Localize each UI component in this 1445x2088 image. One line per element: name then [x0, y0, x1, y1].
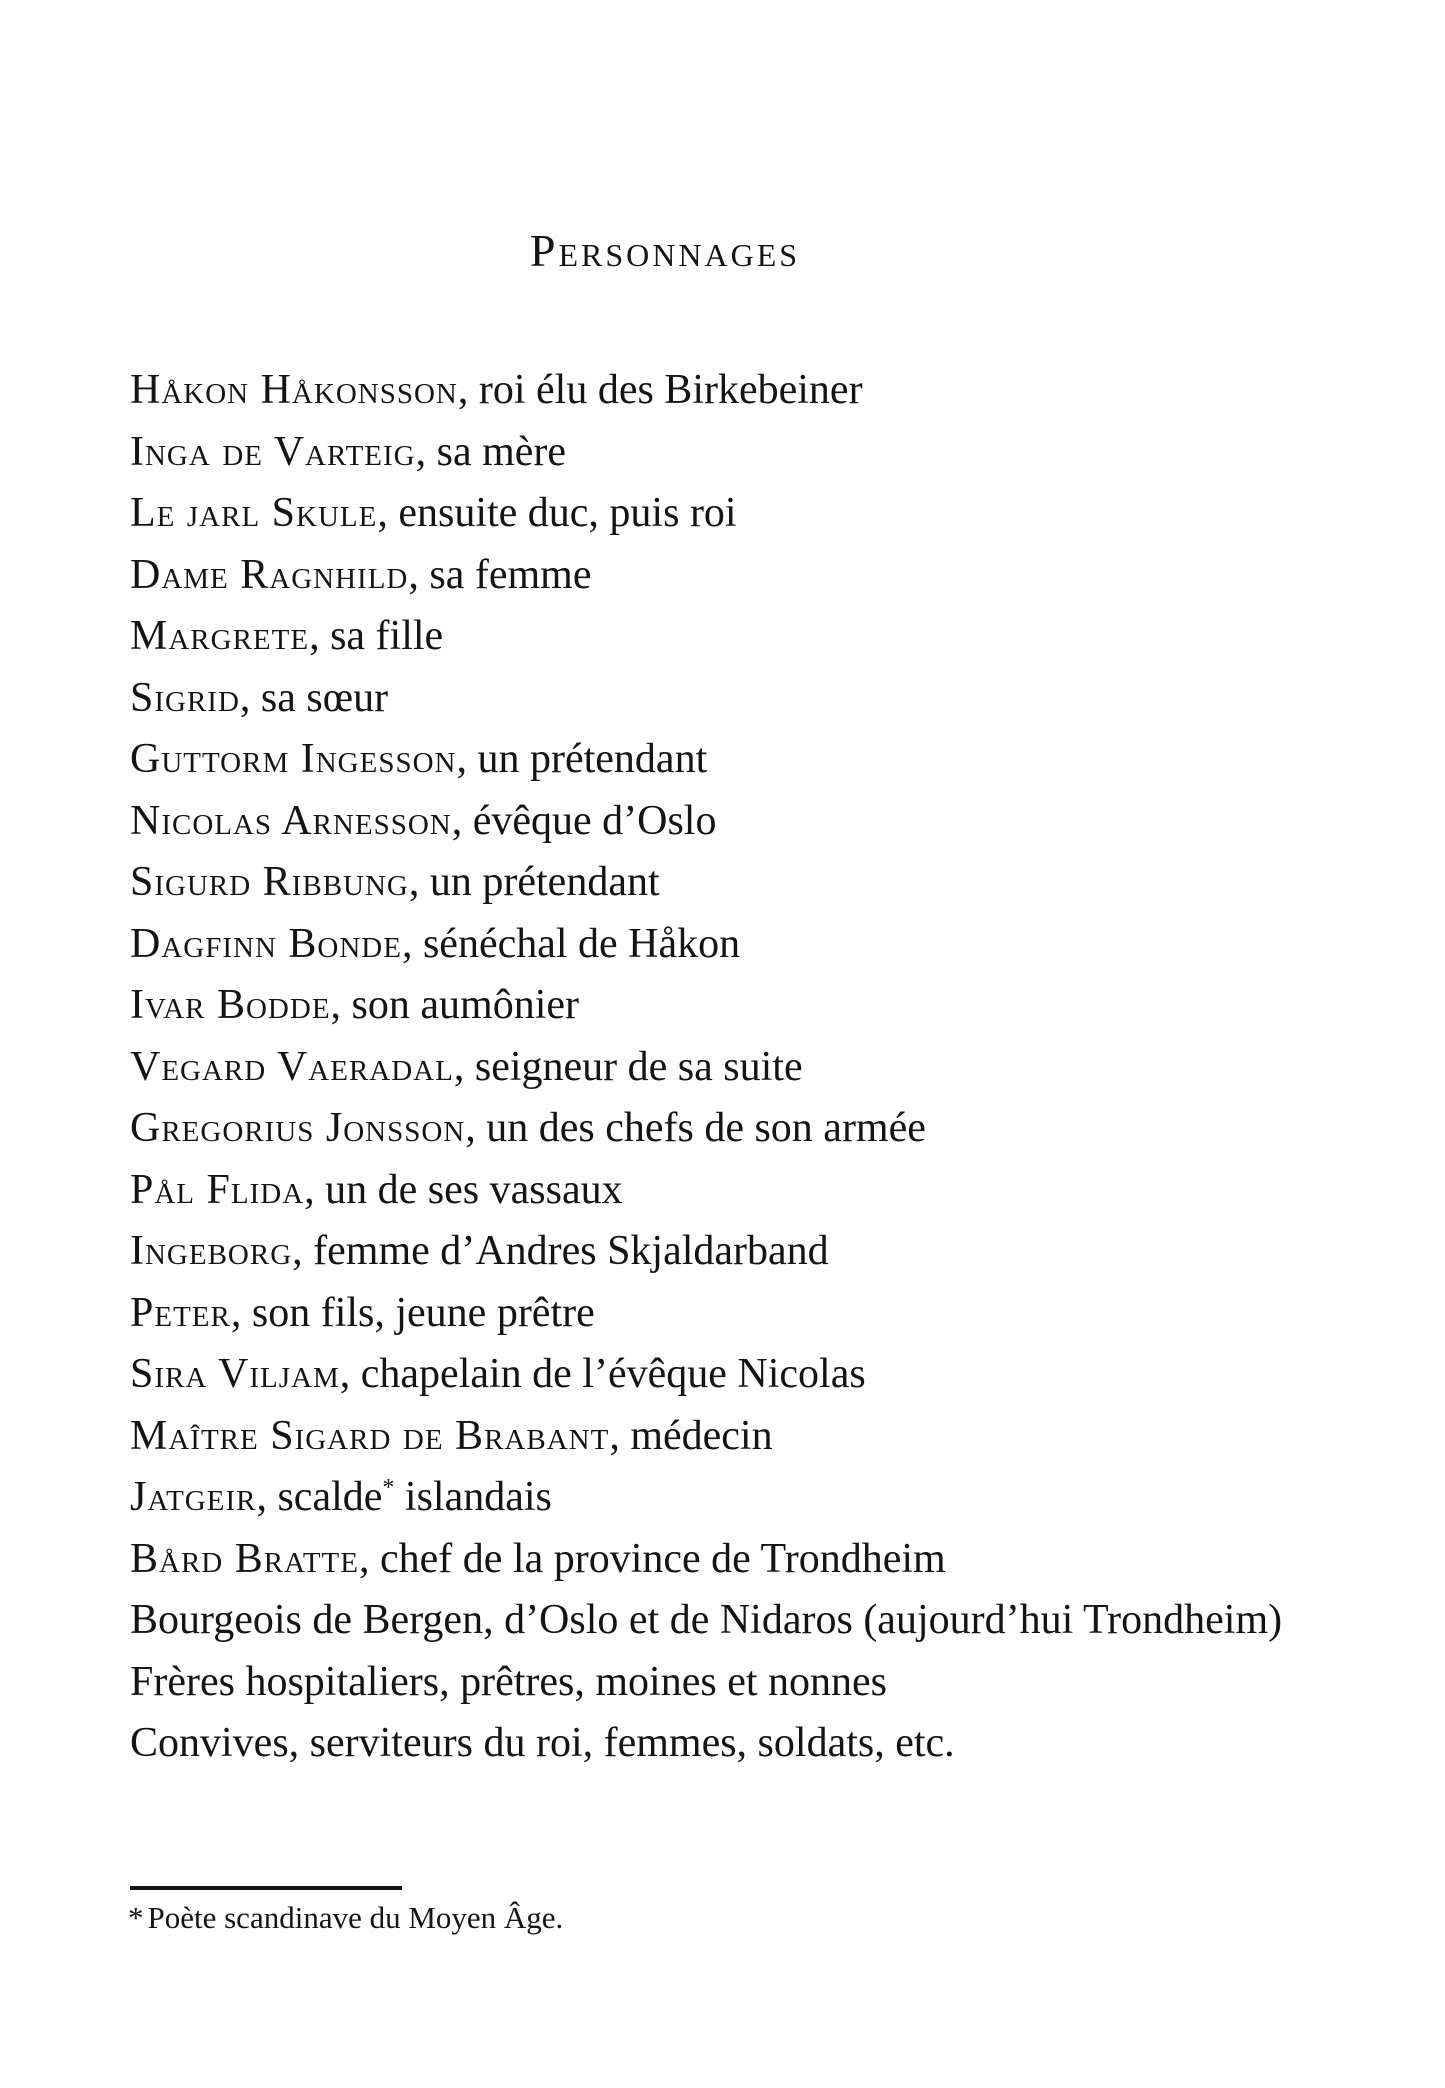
character-desc: , sa femme [408, 551, 592, 598]
character-entry [130, 668, 1380, 730]
character-entry [130, 1283, 1380, 1345]
character-desc: , un de ses vassaux [304, 1166, 623, 1213]
character-desc: islandais [394, 1474, 552, 1520]
footnote-rule [130, 1886, 402, 1890]
character-desc: , un des chefs de son armée [465, 1105, 926, 1151]
character-name: Pål Flida [130, 1166, 305, 1213]
character-entry [130, 422, 1380, 484]
character-entry [130, 545, 1380, 607]
character-name: Ivar Bodde [130, 982, 331, 1028]
character-desc: , son aumônier [330, 982, 579, 1028]
character-entry [130, 483, 1380, 545]
character-name: Sigrid [130, 674, 240, 721]
character-desc: Bourgeois de Bergen, d’Oslo et de Nidaros (aujourd’hui Trondheim) [130, 1597, 1283, 1643]
character-name: Nicolas Arnesson [130, 797, 452, 844]
character-name: Le jarl Skule [130, 490, 378, 536]
character-desc: Convives, serviteurs du roi, femmes, soldats, etc. [130, 1720, 955, 1766]
character-entry [130, 606, 1380, 668]
character-entry [130, 852, 1380, 914]
character-name: Sigurd Ribbung [130, 859, 409, 905]
character-entry [130, 1037, 1380, 1099]
character-desc: , ensuite duc, puis roi [377, 490, 737, 536]
character-desc: , chapelain de l’évêque Nicolas [339, 1351, 866, 1397]
character-desc: , son fils, jeune prêtre [230, 1289, 595, 1336]
character-desc: , sa sœur [239, 674, 389, 721]
character-name: Maître Sigard de Brabant [130, 1412, 610, 1459]
character-entry [130, 360, 1380, 422]
footnote [128, 1898, 563, 1938]
character-name: Gregorius Jonsson [130, 1105, 466, 1151]
character-desc: , un prétendant [408, 859, 660, 905]
character-name: Håkon Håkonsson [130, 367, 458, 413]
character-entry [130, 791, 1380, 853]
character-name: Dagfinn Bonde [130, 920, 402, 967]
character-name: Margrete [130, 613, 310, 659]
character-name: Dame Ragnhild [130, 551, 409, 598]
character-desc: , sa fille [309, 613, 444, 659]
character-desc: , femme d’Andres Skjaldarband [292, 1228, 829, 1274]
character-name: Sira Viljam [130, 1351, 340, 1397]
character-list [130, 360, 1380, 1775]
character-entry [130, 1344, 1380, 1406]
character-name: Peter [130, 1289, 231, 1336]
character-desc: , sénéchal de Håkon [401, 920, 741, 967]
character-name: Ingeborg [130, 1228, 293, 1274]
character-entry [130, 1406, 1380, 1468]
character-name: Vegard Vaeradal [130, 1043, 454, 1090]
footnote-text: Poète scandinave du Moyen Âge. [147, 1900, 564, 1935]
character-desc: , seigneur de sa suite [453, 1043, 803, 1090]
character-desc: , roi élu des Birkebeiner [457, 367, 863, 413]
page-title: Personnages [529, 225, 801, 276]
character-name: Inga de Varteig [130, 428, 416, 475]
character-entry [130, 914, 1380, 976]
character-entry [130, 975, 1380, 1037]
character-entry [130, 1098, 1380, 1160]
character-entry [130, 1590, 1380, 1652]
footnote-marker: * [128, 1900, 144, 1935]
character-entry [130, 1467, 1380, 1529]
character-entry [130, 1652, 1380, 1714]
character-entry [130, 1713, 1380, 1775]
character-desc: Frères hospitaliers, prêtres, moines et nonnes [130, 1658, 887, 1705]
character-entry [130, 729, 1380, 791]
character-desc: , médecin [609, 1412, 773, 1459]
character-entry [130, 1529, 1380, 1591]
character-name: Jatgeir [130, 1474, 257, 1520]
character-desc: , scalde [256, 1474, 383, 1520]
character-entry [130, 1160, 1380, 1222]
character-entry [130, 1221, 1380, 1283]
character-desc: , chef de la province de Trondheim [358, 1535, 946, 1582]
footnote-reference-asterisk: * [382, 1475, 395, 1501]
character-desc: , un prétendant [456, 736, 708, 782]
character-name: Guttorm Ingesson [130, 736, 457, 782]
character-desc: , sa mère [415, 428, 567, 475]
character-name: Bård Bratte [130, 1535, 359, 1582]
character-desc: , évêque d’Oslo [451, 797, 717, 844]
